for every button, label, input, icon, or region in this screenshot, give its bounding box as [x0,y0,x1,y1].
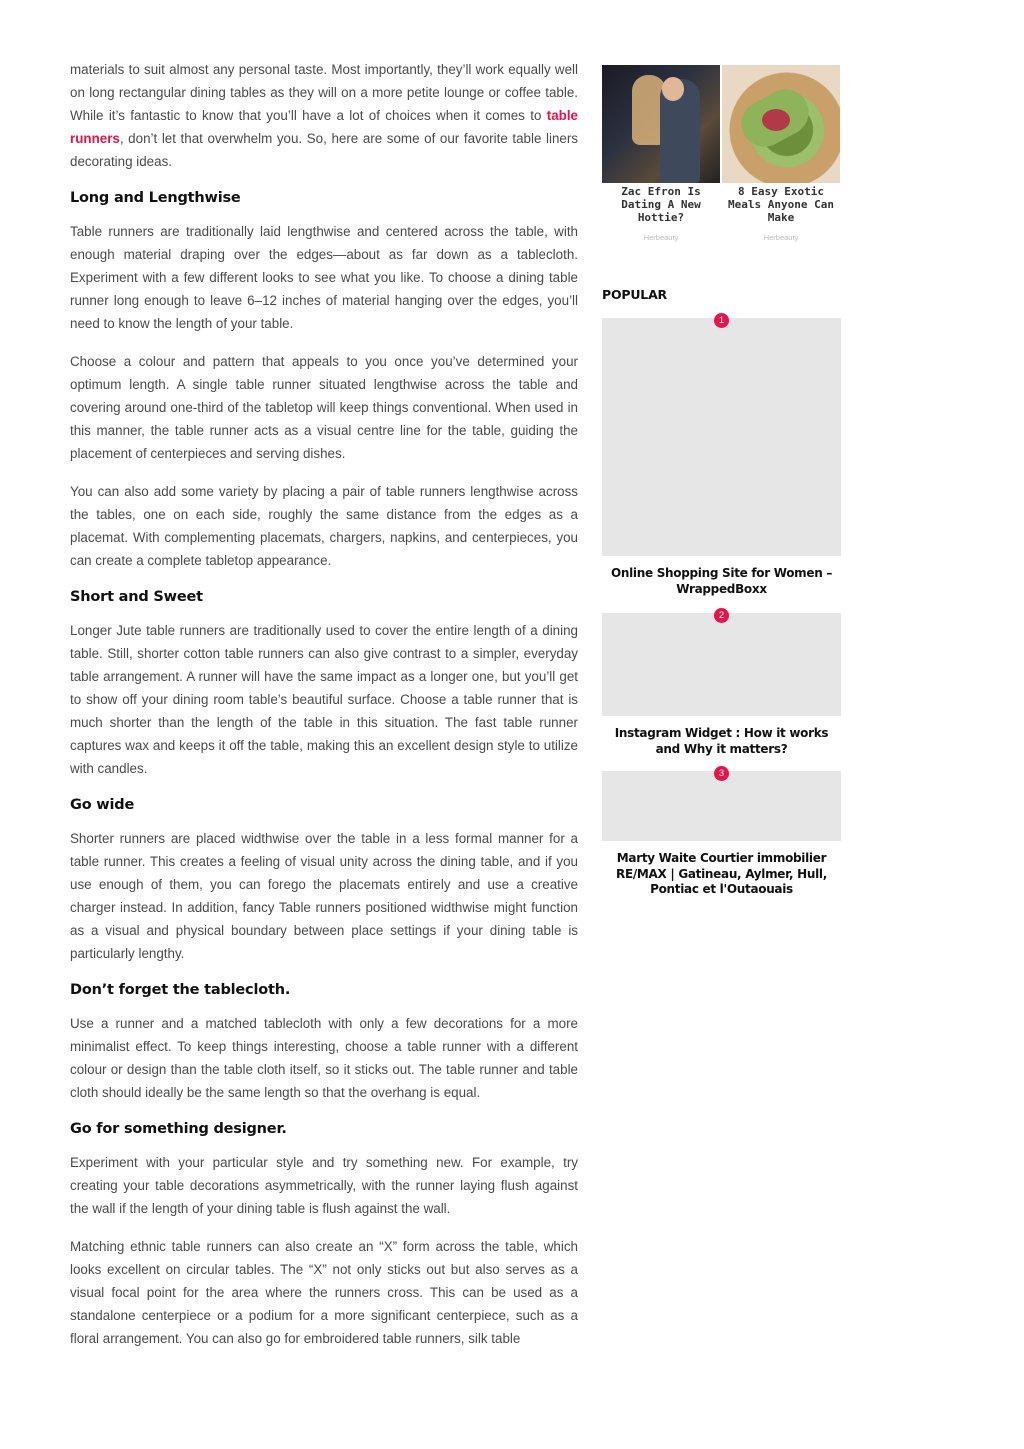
paragraph: Longer Jute table runners are traditionally used to cover the entire length of a dining table. Still, shorter cotton table runners can also give contrast to a simpler, everyday table arrangement. A runner will have the same impact as a longer one, but you’ll get to show off your dining room table’s beautiful surface. Choose a table runner that is much shorter than the length of the table in this situation. The fast table runner captures wax and keeps it off the table, making this an excellent design style to utilize with candles. [70,623,578,776]
sponsored-ads [602,65,841,242]
ad-image[interactable] [722,65,840,183]
paragraph: Choose a colour and pattern that appeals to you once you’ve determined your optimum length. A single table runner situated lengthwise across the table and covering around one-third of the tabletop will keep things conventional. When used in this manner, the table runner acts as a visual centre line for the table, guiding the placement of centerpieces and serving dishes. [70,354,578,461]
paragraph: Table runners are traditionally laid lengthwise and centered across the table, with enough material draping over the edges—about as far down as a tablecloth. Experiment with a few different looks to see what you like. To choose a dining table runner long enough to leave 6–12 inches of material hanging over the edges, you’ll need to know the length of your table. [70,224,578,331]
rank-badge: 3 [714,766,729,781]
ad-card[interactable] [722,65,840,242]
ad-card[interactable] [602,65,720,242]
ad-image[interactable] [602,65,720,183]
paragraph: Use a runner and a matched tablecloth with only a few decorations for a more minimalist effect. To keep things interesting, choose a table runner with a different colour or design than the table cloth itself, so it sticks out. The table runner and table cloth should ideally be the same length so that the overhang is equal. [70,1016,578,1100]
article-body [70,58,578,1365]
popular-thumbnail[interactable] [602,318,841,556]
intro-paragraph: materials to suit almost any personal taste. Most importantly, they’ll work equally well on long rectangular dining tables as they will on a more petite lounge or coffee table. While it’s fantastic to know that you’ll have a lot of choices when it comes to table runners, don’t let that overwhelm you. So, here are some of our favorite table liners decorating ideas. [70,62,578,169]
popular-heading: POPULAR [602,287,667,302]
section-heading: Go wide [70,797,135,813]
ad-title[interactable]: 8 Easy Exotic Meals Anyone Can Make [728,185,834,224]
paragraph: Matching ethnic table runners can also create an “X” form across the table, which looks excellent on circular tables. The “X” not only sticks out but also serves as a visual focal point for the area where the runners cross. This can be used as a standalone centerpiece or a podium for a more significant centerpiece, such as a floral arrangement. You can also go for embroidered table runners, silk table [70,1239,578,1346]
popular-title[interactable]: Marty Waite Courtier immobilier RE/MAX | Gatineau, Aylmer, Hull, Pontiac et l'Outaouais [616,851,827,896]
paragraph: Experiment with your particular style and try something new. For example, try creating your table decorations asymmetrically, with the runner laying flush against the wall if the length of your dining table is flush against the wall. [70,1155,578,1216]
ad-title[interactable]: Zac Efron Is Dating A New Hottie? [621,185,701,224]
ad-source: Herbeauty [643,233,679,242]
rank-badge: 1 [714,313,729,328]
sidebar [602,65,841,896]
section-heading: Long and Lengthwise [70,190,241,206]
popular-title[interactable]: Online Shopping Site for Women – WrappedBoxx [610,566,833,596]
ad-source: Herbeauty [763,233,799,242]
section-heading: Go for something designer. [70,1121,287,1137]
popular-thumbnail[interactable] [602,771,841,841]
popular-item[interactable] [602,610,841,757]
section-heading: Short and Sweet [70,589,203,605]
popular-thumbnail[interactable] [602,613,841,716]
paragraph: Shorter runners are placed widthwise over the table in a less formal manner for a table runner. This creates a feeling of visual unity across the dining table, and if you use enough of them, you can forego the placemats entirely and use a creative charger instead. In addition, fancy Table runners positioned widthwise might function as a visual and physical boundary between place settings if your dining table is particularly lengthy. [70,831,578,961]
section-heading: Don’t forget the tablecloth. [70,982,291,998]
popular-item[interactable] [602,315,841,597]
table-runners-link[interactable]: table runners [70,108,578,146]
popular-item[interactable] [602,768,841,898]
popular-title[interactable]: Instagram Widget : How it works and Why it matters? [614,726,829,756]
paragraph: You can also add some variety by placing a pair of table runners lengthwise across the tables, one on each side, roughly the same distance from the edges as a placemat. With complementing placemats, chargers, napkins, and centerpieces, you can create a complete tabletop appearance. [70,484,578,568]
rank-badge: 2 [714,608,729,623]
